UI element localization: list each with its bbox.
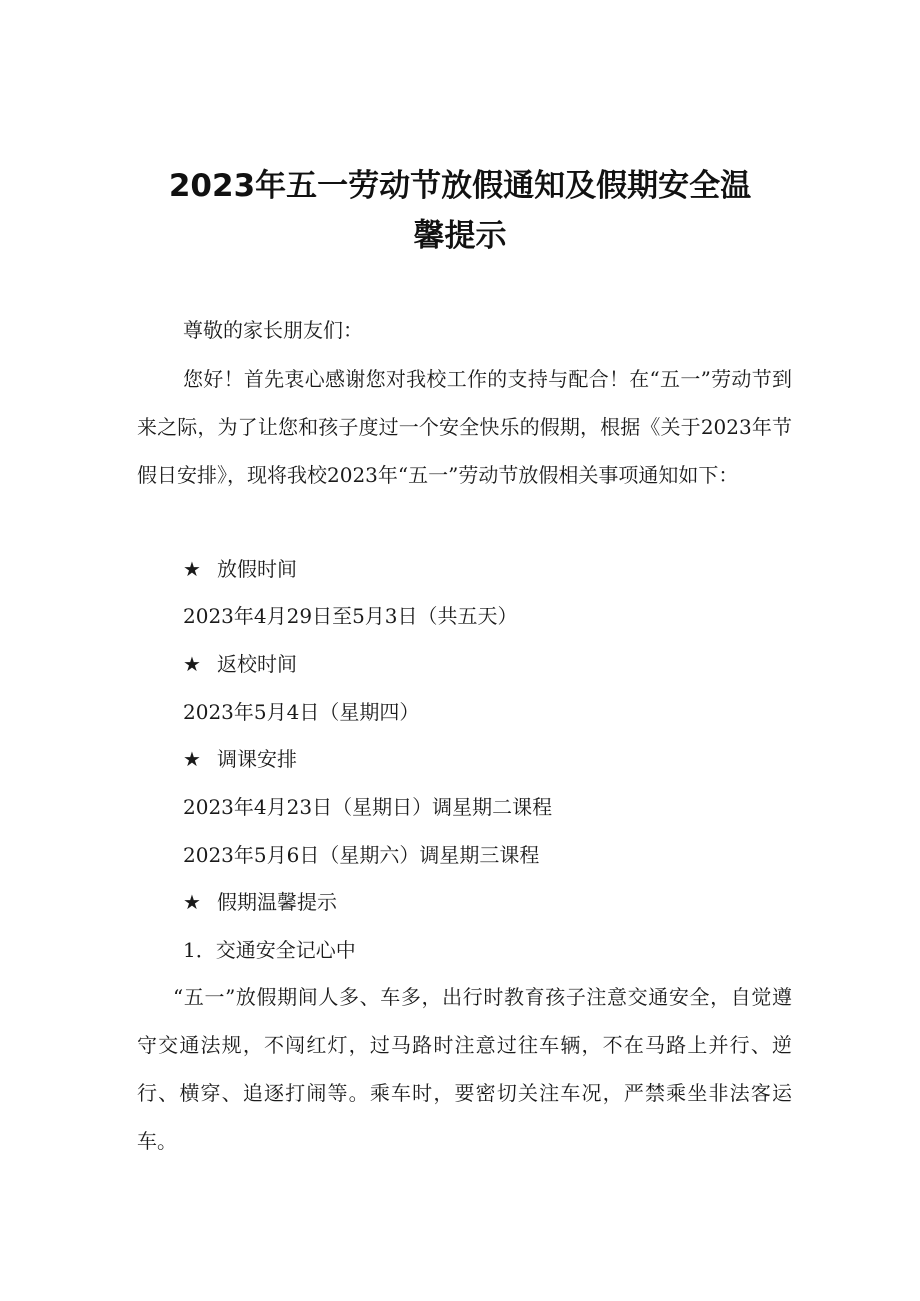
greeting: 尊敬的家长朋友们：: [183, 318, 363, 342]
adjust-line-1: 2023年4月23日（星期日）调星期二课程: [183, 795, 553, 819]
adjust-heading: [183, 745, 297, 773]
tips-heading: [183, 888, 337, 916]
tip-1-paragraph: “五一”放假期间人多、车多，出行时教育孩子注意交通安全，自觉遵守交通法规，不闯红灯，过马路时注意过往车辆，不在马路上并行、逆行、横穿、追逐打闹等。乘车时，要密切关注车况，严禁乘坐非法客运车。: [137, 985, 792, 1153]
document-title-line-2: 馨提示: [413, 218, 507, 254]
tips-heading-text: 假期温馨提示: [217, 890, 337, 914]
return-heading: [183, 650, 297, 678]
return-date: 2023年5月4日（星期四）: [183, 700, 420, 724]
tip-1-heading: 1．交通安全记心中: [183, 938, 356, 962]
holiday-dates: 2023年4月29日至5月3日（共五天）: [183, 604, 518, 628]
star-icon: ★: [183, 890, 201, 914]
star-icon: ★: [183, 557, 201, 581]
document-title-line-1: 2023年五一劳动节放假通知及假期安全温: [168, 168, 752, 204]
return-heading-text: 返校时间: [217, 652, 297, 676]
adjust-heading-text: 调课安排: [217, 747, 297, 771]
star-icon: ★: [183, 652, 201, 676]
holiday-heading-text: 放假时间: [217, 557, 297, 581]
adjust-line-2: 2023年5月6日（星期六）调星期三课程: [183, 843, 540, 867]
star-icon: ★: [183, 747, 201, 771]
intro-paragraph: 您好！首先衷心感谢您对我校工作的支持与配合！在“五一”劳动节到来之际，为了让您和孩子度过一个安全快乐的假期，根据《关于2023年节假日安排》，现将我校2023年“五一”劳动节放假相关事项通知如下：: [137, 367, 792, 487]
holiday-heading: [183, 555, 297, 583]
